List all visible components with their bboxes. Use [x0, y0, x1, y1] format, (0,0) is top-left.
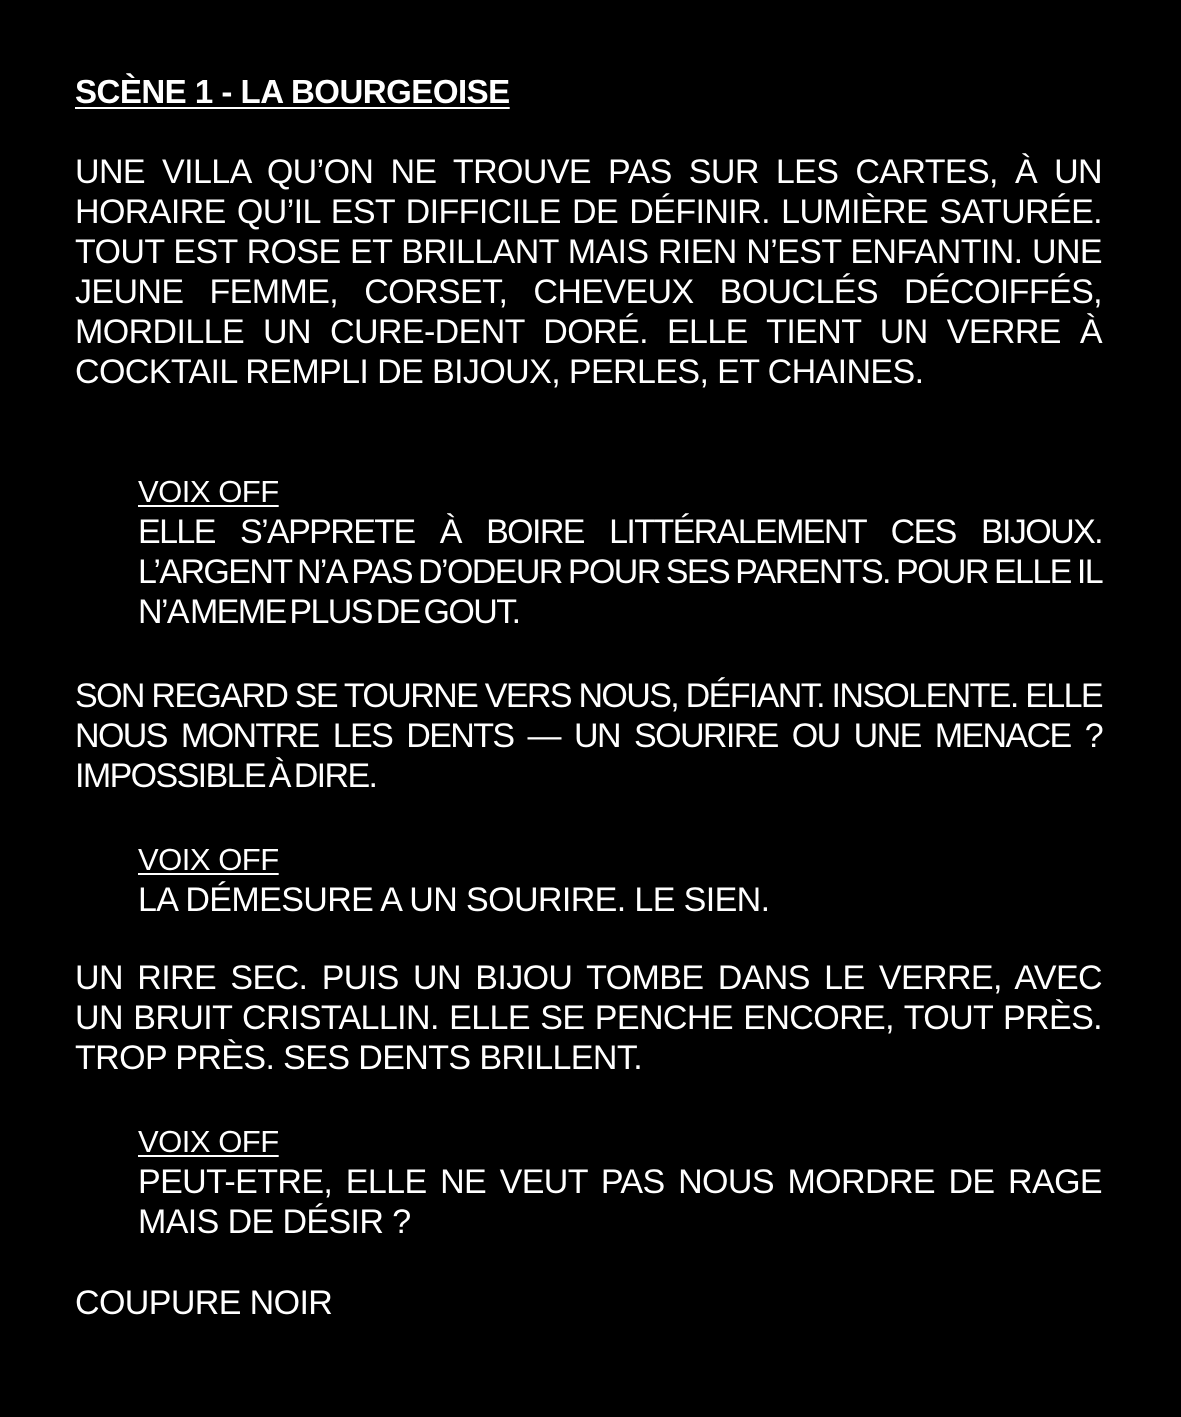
voice-over-label: VOIX OFF [138, 842, 279, 877]
voice-over-block-1 [138, 472, 1102, 632]
voice-over-block-3 [138, 1122, 1102, 1242]
scene-title: SCÈNE 1 - LA BOURGEOISE [75, 73, 510, 110]
voice-over-label: VOIX OFF [138, 1124, 279, 1159]
voice-over-text: ELLE S’APPRETE À BOIRE LITTÉRALEMENT CES BIJOUX. L’ARGENT N’A PAS D’ODEUR POUR SES PARENTS. POUR ELLE IL N’A MEME PLUS DE GOUT. [138, 513, 1102, 631]
voice-over-text: PEUT-ETRE, ELLE NE VEUT PAS NOUS MORDRE DE RAGE MAIS DE DÉSIR ? [138, 1163, 1102, 1241]
voice-over-text: LA DÉMESURE A UN SOURIRE. LE SIEN. [138, 881, 770, 919]
transition-text: COUPURE NOIR [75, 1284, 333, 1322]
voice-over-block-2 [138, 840, 1102, 920]
action-paragraph-3: UN RIRE SEC. PUIS UN BIJOU TOMBE DANS LE VERRE, AVEC UN BRUIT CRISTALLIN. ELLE SE PENCHE ENCORE, TOUT PRÈS. TROP PRÈS. SES DENTS BRILLENT. [75, 959, 1102, 1077]
action-paragraph-1: UNE VILLA QU’ON NE TROUVE PAS SUR LES CARTES, À UN HORAIRE QU’IL EST DIFFICILE DE DÉFINIR. LUMIÈRE SATURÉE. TOUT EST ROSE ET BRILLANT MAIS RIEN N’EST ENFANTIN. UNE JEUNE FEMME, CORSET, CHEVEUX BOUCLÉS DÉCOIFFÉS, MORDILLE UN CURE-DENT DORÉ. ELLE TIENT UN VERRE À COCKTAIL REMPLI DE BIJOUX, PERLES, ET CHAINES. [75, 153, 1102, 391]
action-paragraph-2: SON REGARD SE TOURNE VERS NOUS, DÉFIANT. INSOLENTE. ELLE NOUS MONTRE LES DENTS — UN SOURIRE OU UNE MENACE ? IMPOSSIBLE À DIRE. [75, 677, 1102, 795]
voice-over-label: VOIX OFF [138, 474, 279, 509]
